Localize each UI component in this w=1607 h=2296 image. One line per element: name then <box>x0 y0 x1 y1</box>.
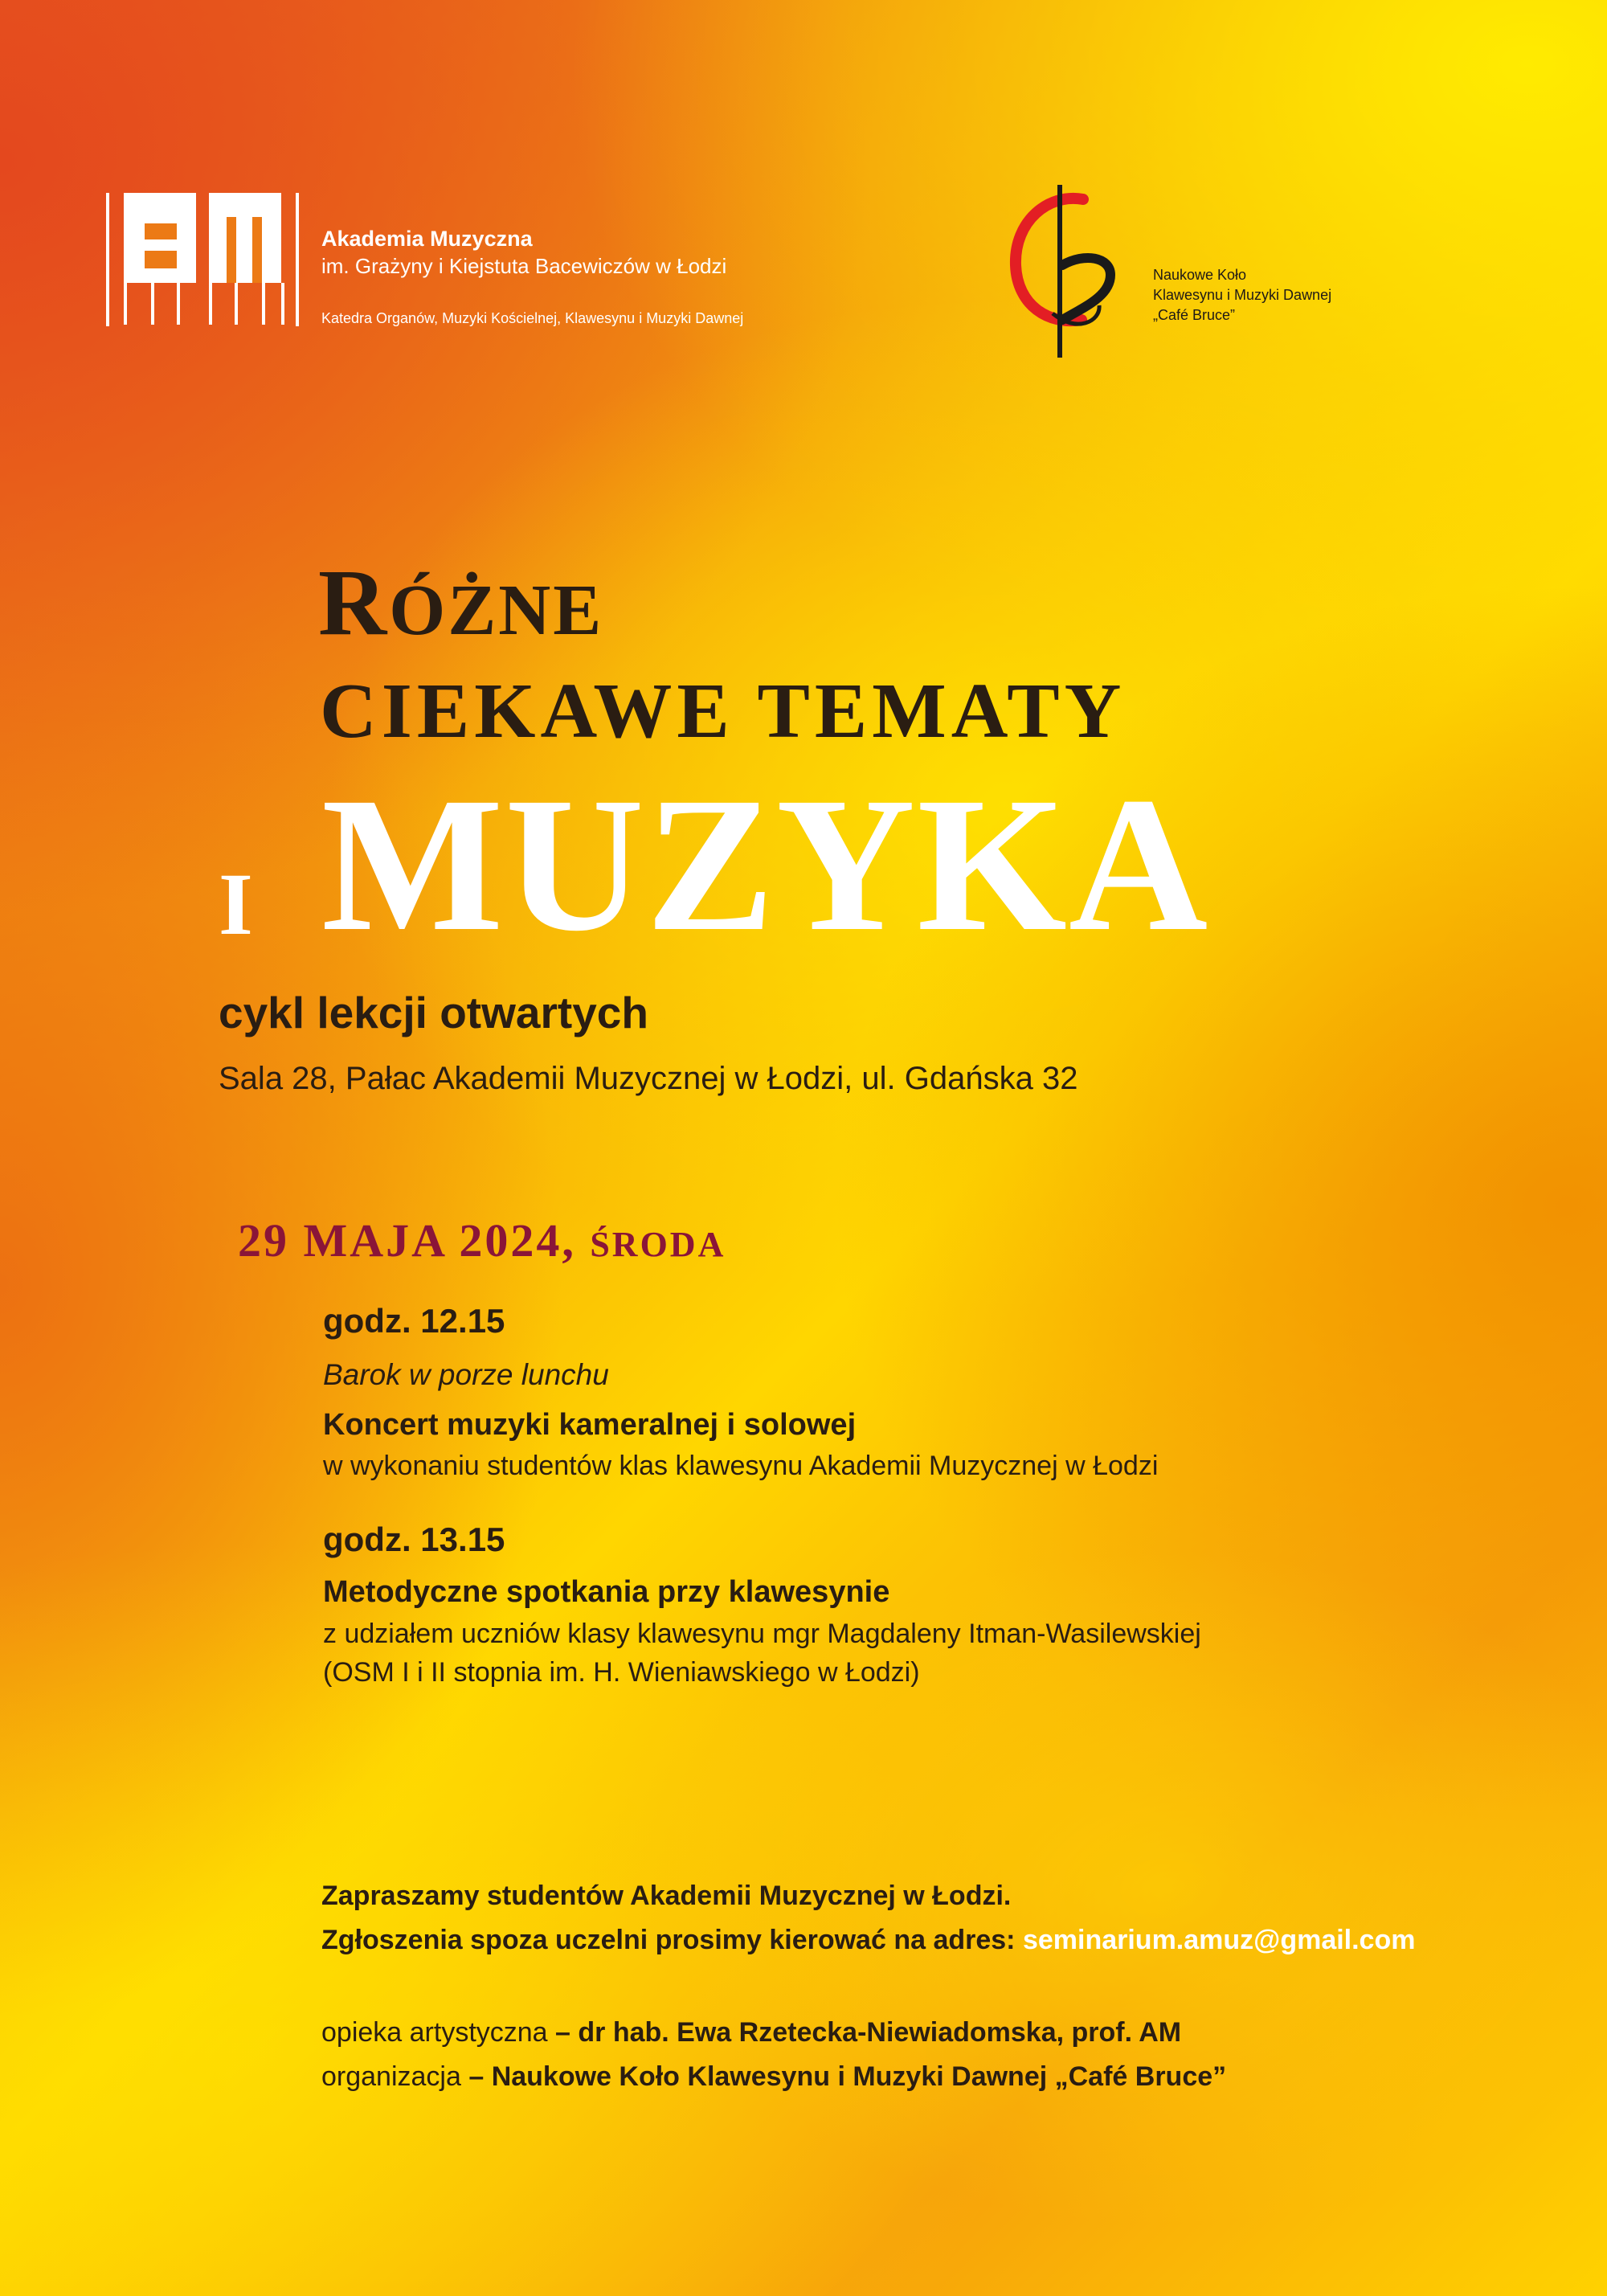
program-2-time: godz. 13.15 <box>323 1520 505 1558</box>
event-date <box>238 1213 726 1267</box>
subtitle: cykl lekcji otwartych <box>219 988 648 1037</box>
artistic-direction <box>321 2017 1181 2048</box>
title-line-3-main: MUZYKA <box>321 757 1210 971</box>
title-line-2: CIEKAWE TEMATY <box>320 668 1127 755</box>
cafe-bruce-logo <box>1004 185 1125 362</box>
artistic-value: – dr hab. Ewa Rzetecka-Niewiadomska, prof. AM <box>547 2017 1182 2048</box>
program-2-line-2: (OSM I i II stopnia im. H. Wieniawskiego w Łodzi) <box>323 1657 920 1688</box>
event-date-sep: , <box>562 1214 591 1267</box>
artistic-label: opieka artystyczna <box>321 2017 548 2048</box>
society-line-2: Klawesynu i Muzyki Dawnej <box>1153 287 1332 303</box>
event-weekday: ŚRODA <box>590 1225 726 1264</box>
title-line-1 <box>318 550 604 659</box>
program-2-line-1: z udziałem uczniów klasy klawesynu mgr Magdaleny Itman-Wasilewskiej <box>323 1619 1201 1649</box>
organization-label: organizacja <box>321 2061 461 2092</box>
program-2-title: Metodyczne spotkania przy klawesynie <box>323 1575 890 1609</box>
academy-subname: im. Grażyny i Kiejstuta Bacewiczów w Łodzi <box>321 254 727 278</box>
invite-line-1: Zapraszamy studentów Akademii Muzycznej w Łodzi. <box>321 1881 1012 1911</box>
academy-info <box>321 225 743 328</box>
society-info <box>1153 265 1331 325</box>
invite-line-2 <box>321 1925 1415 1956</box>
academy-logo <box>106 193 299 326</box>
society-line-1: Naukowe Koło <box>1153 267 1247 283</box>
contact-email[interactable]: seminarium.amuz@gmail.com <box>1022 1925 1416 1955</box>
event-date-main: 29 MAJA 2024 <box>238 1214 562 1267</box>
society-line-3: „Café Bruce” <box>1153 307 1236 323</box>
program-1-subtitle: Barok w porze lunchu <box>323 1358 609 1391</box>
program-1-time: godz. 12.15 <box>323 1302 505 1340</box>
program-1-line-1: w wykonaniu studentów klas klawesynu Akademii Muzycznej w Łodzi <box>323 1451 1159 1481</box>
program-1-title: Koncert muzyki kameralnej i solowej <box>323 1408 857 1442</box>
academy-department: Katedra Organów, Muzyki Kościelnej, Klawesynu i Muzyki Dawnej <box>321 310 744 326</box>
title-line-1-rest: ÓŻNE <box>389 571 604 650</box>
organization <box>321 2061 1226 2093</box>
title-line-3-prefix: I <box>219 855 256 953</box>
academy-name: Akademia Muzyczna <box>321 227 533 251</box>
venue: Sala 28, Pałac Akademii Muzycznej w Łodzi, ul. Gdańska 32 <box>219 1061 1078 1096</box>
organization-value: – Naukowe Koło Klawesynu i Muzyki Dawnej „Café Bruce” <box>460 2061 1227 2092</box>
invite-line-2-text: Zgłoszenia spoza uczelni prosimy kierować na adres: <box>321 1925 1023 1955</box>
title-line-1-initial: R <box>318 550 390 655</box>
